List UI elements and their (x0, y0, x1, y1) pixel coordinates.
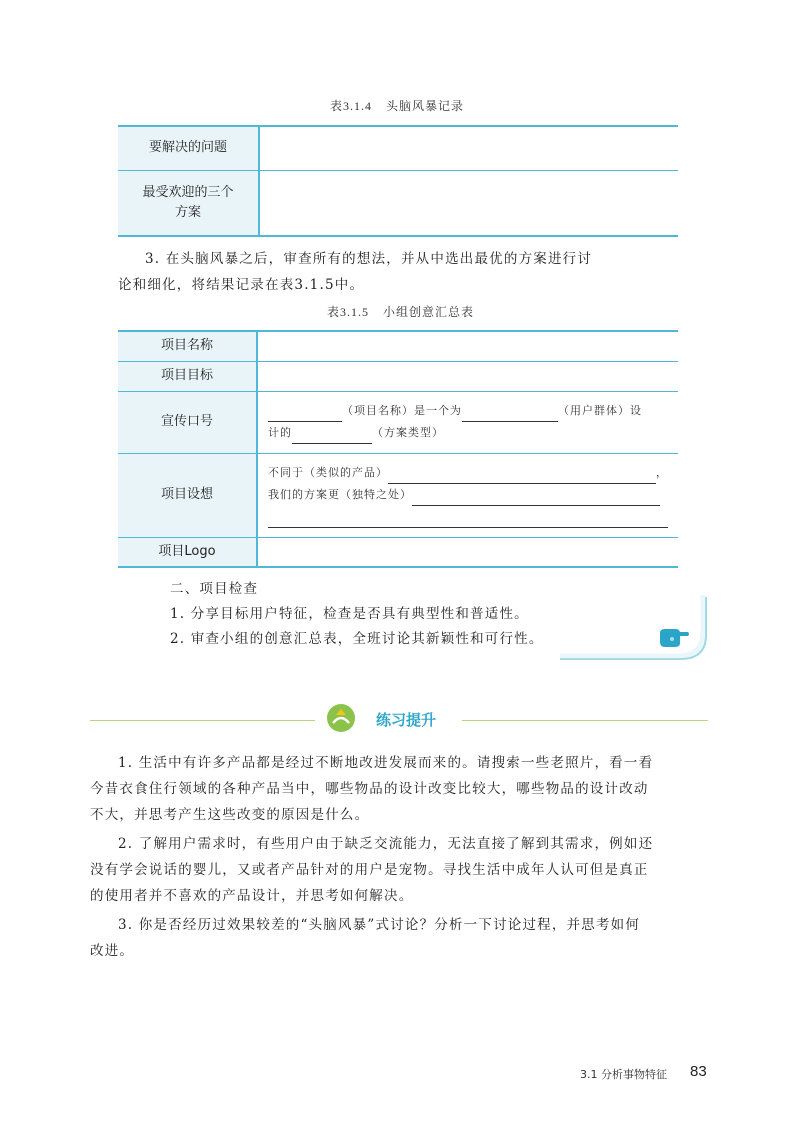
table-caption (330, 97, 464, 114)
table-caption (327, 303, 474, 320)
slogan-text: （方案类型） (372, 426, 444, 439)
row-label (118, 170, 259, 236)
idea-cell[interactable] (257, 453, 678, 537)
row-label: 宣传口号 (118, 391, 257, 453)
brainstorm-table (118, 125, 678, 237)
table-row (118, 126, 678, 170)
blank-line[interactable] (462, 409, 558, 422)
page-number: 83 (690, 1063, 707, 1080)
exercise-1-line-3: 不大，并思考产生这些改变的原因是什么。 (90, 807, 370, 823)
answer-cell[interactable] (259, 126, 678, 170)
section-title: 练习提升 (376, 711, 437, 729)
answer-cell[interactable] (257, 331, 678, 361)
slogan-text: 计的 (268, 426, 292, 439)
caption-title: 小组创意汇总表 (383, 305, 475, 319)
exercise-1-line-2: 今昔衣食住行领域的各种产品当中，哪些物品的设计改变比较大，哪些物品的设计改动 (90, 781, 649, 797)
blank-line[interactable] (412, 493, 660, 506)
table-row (118, 391, 678, 453)
table-row (118, 361, 678, 391)
exercise-2-line-2: 没有学会说话的婴儿，又或者产品针对的用户是宠物。寻找生活中成年人认可但是真正 (90, 862, 649, 878)
idea-line-2 (268, 484, 668, 506)
answer-cell[interactable] (257, 537, 678, 567)
exercise-3-line-2: 改进。 (90, 943, 135, 959)
row-label-line: 最受欢迎的三个 (142, 184, 234, 200)
slogan-text: （项目名称）是一个为 (342, 404, 462, 417)
exercise-3-line-1: 3. 你是否经历过效果较差的“头脑风暴”式讨论？分析一下讨论过程，并思考如何 (118, 917, 641, 933)
section-rule-right (462, 720, 708, 721)
answer-cell[interactable] (259, 170, 678, 236)
table-row (118, 170, 678, 236)
caption-number: 表3.1.5 (327, 305, 370, 319)
table-row (118, 331, 678, 361)
exercise-2-line-1: 2. 了解用户需求时，有些用户由于缺乏交流能力，无法直接了解到其需求，例如还 (118, 836, 654, 852)
slogan-line-1 (268, 400, 668, 422)
idea-line-3 (268, 506, 668, 528)
blank-line[interactable] (292, 431, 372, 444)
idea-text: 我们的方案更（独特之处） (268, 488, 412, 501)
idea-text: ， (656, 466, 668, 479)
row-label: 项目名称 (118, 331, 257, 361)
step-3-line-1: 3. 在头脑风暴之后，审查所有的想法，并从中选出最优的方案进行讨 (145, 251, 593, 267)
idea-summary-table (118, 330, 678, 568)
idea-text: 不同于（类似的产品） (268, 466, 388, 479)
row-label-line: 方案 (174, 204, 201, 220)
check-item-1: 1. 分享目标用户特征，检查是否具有典型性和普适性。 (170, 606, 529, 622)
step-3-line-2: 论和细化，将结果记录在表3.1.5中。 (118, 277, 365, 293)
caption-title: 头脑风暴记录 (386, 99, 465, 113)
slogan-cell[interactable] (257, 391, 678, 453)
row-label: 项目设想 (118, 453, 257, 537)
idea-line-1 (268, 462, 668, 484)
practice-icon (326, 703, 356, 733)
blank-line[interactable] (388, 471, 656, 484)
slogan-text: （用户群体）设 (558, 404, 642, 417)
answer-cell[interactable] (257, 361, 678, 391)
exercise-1-line-1: 1. 生活中有许多产品都是经过不断地改进发展而来的。请搜索一些老照片，看一看 (118, 755, 654, 771)
slogan-line-2 (268, 422, 668, 444)
table-row (118, 537, 678, 567)
check-heading: 二、项目检查 (170, 581, 259, 597)
pointing-hand-icon (658, 627, 690, 649)
row-label: 项目目标 (118, 361, 257, 391)
exercise-2-line-3: 的使用者并不喜欢的产品设计，并思考如何解决。 (90, 888, 414, 904)
check-item-2: 2. 审查小组的创意汇总表，全班讨论其新颖性和可行性。 (170, 631, 544, 647)
blank-line[interactable] (268, 409, 342, 422)
caption-number: 表3.1.4 (330, 99, 373, 113)
section-rule-left (90, 720, 315, 721)
blank-line[interactable] (268, 515, 668, 528)
table-row (118, 453, 678, 537)
footer-section: 3.1 分析事物特征 (580, 1068, 667, 1081)
row-label: 项目Logo (118, 537, 257, 567)
row-label: 要解决的问题 (118, 126, 259, 170)
